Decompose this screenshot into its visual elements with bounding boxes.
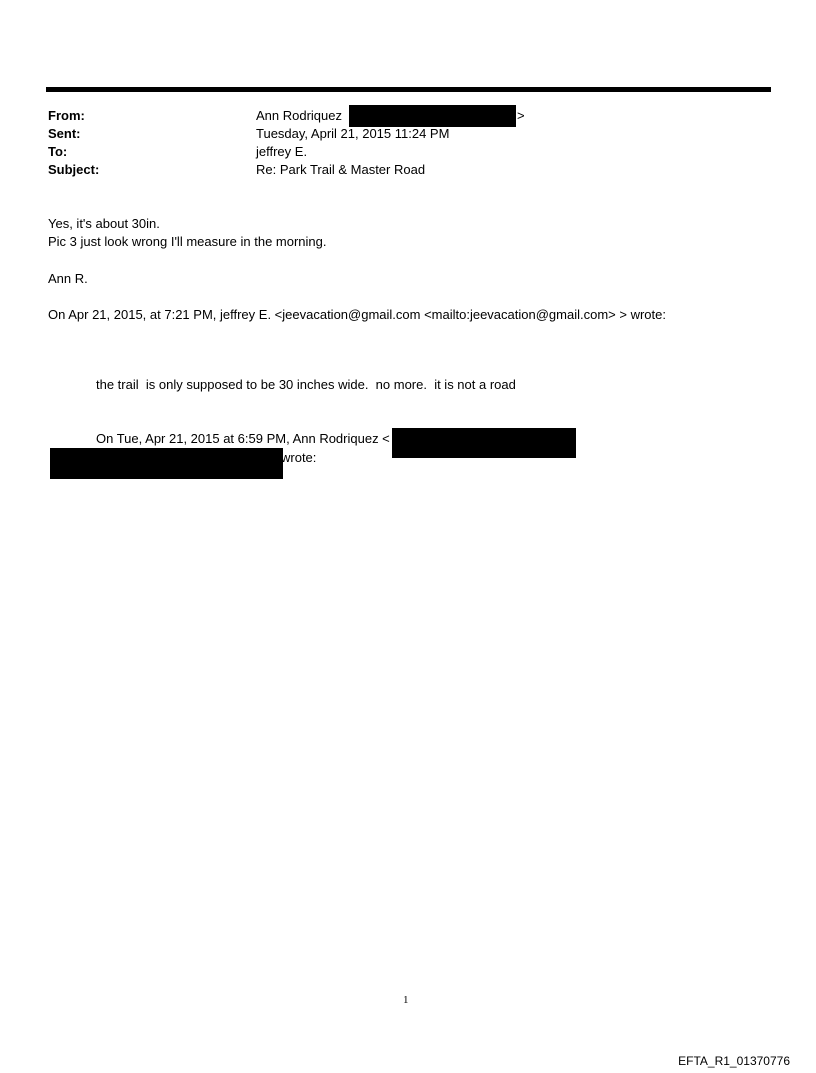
sent-value: Tuesday, April 21, 2015 11:24 PM	[256, 126, 450, 141]
from-label: From:	[48, 108, 85, 123]
quoted-message: the trail is only supposed to be 30 inches wide. no more. it is not a road	[96, 377, 516, 392]
subject-value: Re: Park Trail & Master Road	[256, 162, 426, 177]
to-value: jeffrey E.	[256, 144, 308, 159]
bates-number: EFTA_R1_01370776	[678, 1054, 790, 1068]
redaction-from-email	[349, 105, 516, 127]
to-label: To:	[48, 144, 68, 159]
redaction-nested-email-2	[50, 448, 283, 479]
nested-quote-intro: On Tue, Apr 21, 2015 at 6:59 PM, Ann Rodriquez <	[96, 431, 390, 446]
page-number: 1	[403, 994, 409, 1006]
body-line-1: Yes, it's about 30in.	[48, 216, 160, 231]
from-value: Ann Rodriquez	[256, 108, 342, 123]
signature: Ann R.	[48, 271, 88, 286]
nested-quote-end: wrote:	[281, 450, 317, 465]
redaction-nested-email-1	[392, 428, 576, 458]
subject-label: Subject:	[48, 162, 100, 177]
quote-intro: On Apr 21, 2015, at 7:21 PM, jeffrey E. <jeevacation@gmail.com <mailto:jeevacation@gmail.com> > wrote:	[48, 307, 666, 322]
sent-label: Sent:	[48, 126, 81, 141]
from-suffix: >	[517, 108, 525, 123]
body-line-2: Pic 3 just look wrong I'll measure in the morning.	[48, 234, 327, 249]
header-divider	[46, 87, 771, 92]
